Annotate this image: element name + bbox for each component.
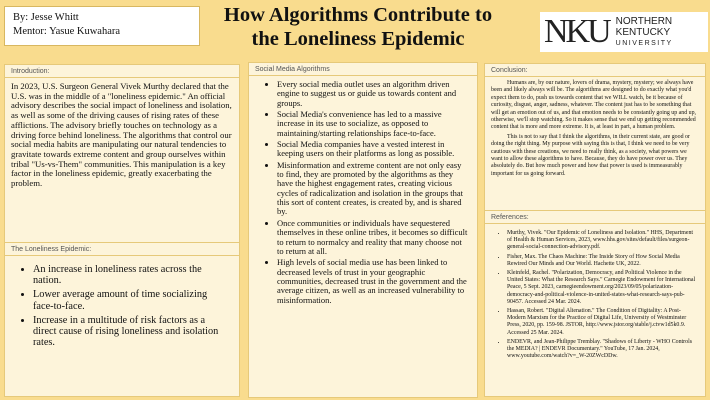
conclusion-paragraph-1: Humans are, by our nature, lovers of drama, mystery, mystery; we always have been and likely always will be. The algorithms are designed to do exactly what you'd expect them to do, push us towards content that we WILL watch, be it because of curiosity, disgust, anger, sadness, whatever. The content just has to be something that will get an emotion out of us, and that emotion needs to be constantly going up and up, otherwise, we'll stop watching. So it makes sense that we end up getting recommended content that is more and more extreme. It is, at least in part, a human problem. — [491, 80, 696, 131]
reference-item: • Hassan, Robert. "Digital Alienation." The Condition of Digitality: A Post-Modern Marxism for the Practice of Digital Life, University of Westminster Press, 2020, pp. 159-98. JSTOR, http://www.jstor.org/stable/j.ctvw1d5k0.9. Accessed 25 Mar. 2024. — [507, 308, 697, 337]
conclusion-heading: Conclusion: — [485, 64, 705, 77]
list-item: • Lower average amount of time socializing face-to-face. — [33, 289, 229, 311]
references-list — [485, 224, 705, 360]
reference-item: • Kleinfeld, Rachel. "Polarization, Democracy, and Political Violence in the United States: What the Research Says." Carnegie Endowment for International Peace, 5 Sept. 2023, carnegieendowment.org/2023/09/05/polarization-democracy-and-political-violence-in-united-states-what-research-says-pub-90457. Accessed 24 Mar. 2024. — [507, 270, 697, 306]
list-item: • Social Media's convenience has led to a massive increase in its use to socialize, as opposed to maintaining/starting relationships face-to-face. — [277, 110, 469, 138]
reference-item: • Fisher, Max. The Chaos Machine: The Inside Story of How Social Media Rewired Our Minds and Our World. Hachette UK, 2022. — [507, 254, 697, 268]
list-item: • Every social media outlet uses an algorithm driven engine to suggest us or guide us towards content and groups. — [277, 80, 469, 108]
title-line-2: the Loneliness Epidemic — [251, 28, 465, 50]
list-item: • Social Media companies have a vested interest in keeping users on their platforms as long as possible. — [277, 140, 469, 159]
social-media-heading: Social Media Algorithms — [249, 63, 477, 76]
reference-item: • Murthy, Vivek. "Our Epidemic of Loneliness and Isolation." HHS, Department of Health & Human Services, 2023, www.hhs.gov/sites/default/files/surgeon-general-social-connection-advisory.pdf. — [507, 230, 697, 252]
references-panel — [484, 210, 706, 397]
logo-mark: NKU — [544, 13, 609, 50]
loneliness-list — [5, 256, 239, 348]
list-item: • Once communities or individuals have sequestered themselves in these online tribes, it becomes so difficult to return to normalcy and reality that many choose not to return at all. — [277, 219, 469, 256]
title-line-1: How Algorithms Contribute to — [223, 4, 493, 26]
social-media-list — [249, 76, 477, 305]
author-name: By: Jesse Whitt — [13, 12, 79, 23]
poster-title — [200, 3, 516, 51]
logo-line-2: KENTUCKY — [615, 26, 671, 38]
logo-line-3: UNIVERSITY — [615, 39, 673, 47]
mentor-name: Mentor: Yasue Kuwahara — [13, 26, 121, 37]
author-box — [4, 6, 200, 46]
introduction-heading: Introduction: — [5, 65, 239, 78]
logo-line-1: NORTHERN — [615, 15, 673, 27]
conclusion-body — [485, 77, 705, 183]
list-item: • An increase in loneliness rates across the nation. — [33, 264, 229, 286]
nku-logo — [540, 12, 708, 52]
introduction-text: In 2023, U.S. Surgeon General Vivek Murthy declared that the U.S. was in the middle of a "loneliness epidemic." An official advisory describes the social impact of loneliness and isolation, as well as some of the driving causes of rising rates of these afflictions. The advisory briefly touches on technology as a driving force behind loneliness. The algorithms that control our social media habits are manipulating our natural tendencies to gravitate towards extreme content and group ourselves within tribal "Us-vs-Them" communities. This manipulation is a key factor in the loneliness epidemic, greatly exacerbating the problem. — [11, 81, 232, 189]
social-media-panel — [248, 62, 478, 398]
list-item: • Increase in a multitude of risk factors as a direct cause of rising loneliness and isolation rates. — [33, 315, 229, 349]
references-heading: References: — [485, 211, 705, 224]
list-item: • High levels of social media use has been linked to decreased levels of trust in your geographic communities, decreased trust in the government and the average citizen, as well as an increased vulnerability to misinformation. — [277, 258, 469, 305]
loneliness-heading: The Loneliness Epidemic: — [5, 243, 239, 256]
logo-words — [616, 16, 673, 49]
conclusion-paragraph-2: This is not to say that I think the algorithms, in their current state, are good or doing the right thing. My purpose with saying this is that, I think we need to be very cautious with these creations, we need to really think, as a society, what powers we want to allow these algorithms to have. Because, they do have power over us. They absolutely do. But how much power and how that power is used is immeasurably important for us going forward. — [491, 133, 690, 177]
reference-item: • ENDEVR, and Jean-Philippe Tremblay. "Shadows of Liberty - WHO Controls the MEDIA? | ENDEVR Documentary." YouTube, 17 Jan. 2024, www.youtube.com/watch?v=_W-20ZWcDDw. — [507, 339, 697, 361]
conclusion-panel — [484, 63, 706, 227]
loneliness-panel — [4, 242, 240, 397]
list-item: • Misinformation and extreme content are not only easy to find, they are promoted by the algorithms as they have the highest engagement rates, creating vicious cycles of radicalization and isolation in the groups that this sort of content creates, is created by, and is shared by. — [277, 161, 469, 217]
